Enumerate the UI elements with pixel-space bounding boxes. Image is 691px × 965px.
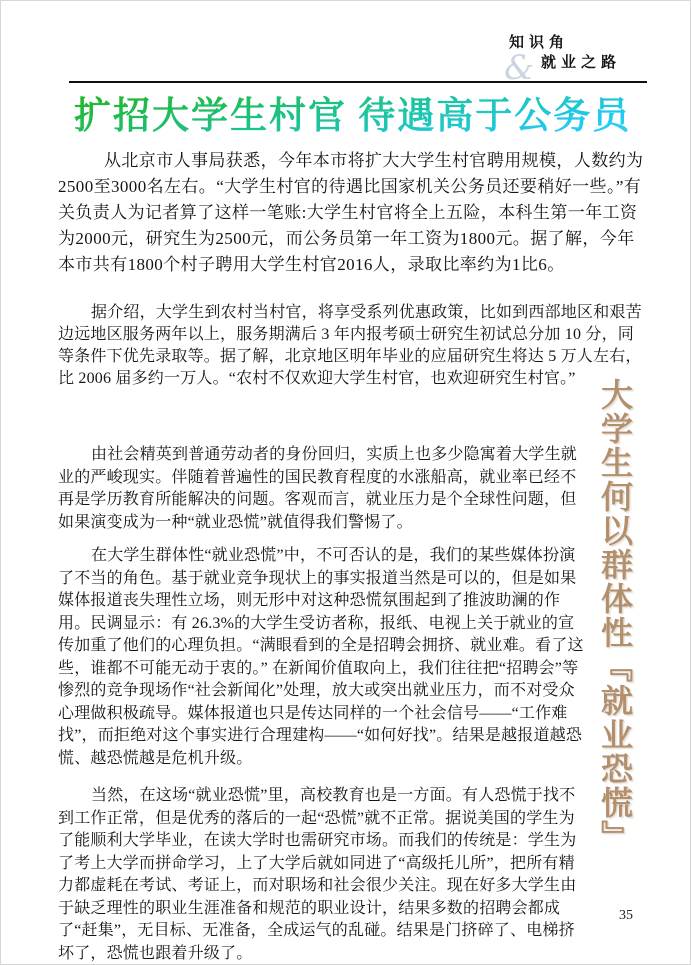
article1-paragraph-1: 从北京市人事局获悉，今年本市将扩大大学生村官聘用规模，人数约为2500至3000名左右。“大学生村官的待遇比国家机关公务员还要稍好一些。”有关负责人为记者算了这样一笔账:大学生村官将全上五险，本科生第一年工资为2000元，研究生为2500元，而公务员第一年工资为1800元。据了解，今年本市共有1800个村子聘用大学生村官2016人，录取比率约为1比6。 [58, 151, 644, 274]
article2-paragraph-3: 当然，在这场“就业恐慌”里，高校教育也是一方面。有人恐慌于找不到工作正常，但是优秀的落后的一起“恐慌”就不正常。据说美国的学生为了能顺利大学毕业，在读大学时也需研究市场。而我们的传统是：学生为了考上大学而拼命学习，上了大学后就如同进了“高级托儿所”，把所有精力都虚耗在考试、考证上，而对职场和社会很少关注。现在好多大学生由于缺乏理性的职业生涯准备和规范的职业设计，结果多数的招聘会都成了“赶集”，无目标、无准备，全成运气的乱碰。结果是门挤碎了、电梯挤坏了，恐慌也跟着升级了。 [58, 787, 577, 962]
article1-paragraph-2: 据介绍，大学生到农村当村官，将享受系列优惠政策，比如到西部地区和艰苦边远地区服务两年以上，服务期满后 3 年内报考硕士研究生初试总分加 10 分，同等条件下优先录取等。据了解，北京地区明年毕业的应届研究生将达 5 万人左右，比 2006 届多约一万人。“农村不仅欢迎大学生村官，也欢迎研究生村官。” [58, 304, 642, 387]
header-section-label: 就业之路 [540, 55, 621, 71]
article2-paragraph-2: 在大学生群体性“就业恐慌”中，不可否认的是，我们的某些媒体扮演了不当的角色。基于就业竞争现状上的事实报道当然是可以的，但是如果媒体报道丧失理性立场，则无形中对这种恐慌氛围起到了推波助澜的作用。民调显示：有 26.3%的大学生受访者称，报纸、电视上关于就业的宣传加重了他们的心理负担。“满眼看到的全是招聘会拥挤、就业难。看了这些，谁都不可能无动于衷的。” 在新闻价值取向上，我们往往把“招聘会”等惨烈的竞争现场作“社会新闻化”处理，放大或突出就业压力，而不对受众心理做积极疏导。媒体报道也只是传达同样的一个社会信号——“工作难找”，而拒绝对这个事实进行合理建构——“如何好找”。结果是越报道越恐慌、越恐慌越是危机升级。 [58, 547, 584, 767]
article-title: 扩招大学生村官 待遇高于公务员 [74, 94, 690, 140]
vertical-article-title: 大学生何以群体性『就业恐慌』 [596, 378, 634, 854]
page-number: 35 [619, 908, 633, 923]
page-header [1, 1, 690, 88]
article2-body [58, 444, 589, 965]
header-topic-label: 知识角 [508, 35, 569, 51]
header-divider [69, 81, 647, 83]
article2-paragraph-1: 由社会精英到普通劳动者的身份回归，实质上也多少隐寓着大学生就业的严峻现实。伴随着普遍性的国民教育程度的水涨船高，就业率已经不再是学历教育所能解决的问题。客观而言，就业压力是个全球性问题，但如果演变成为一种“就业恐慌”就值得我们警惕了。 [58, 446, 578, 531]
ampersand-ornament-icon: & [504, 48, 535, 88]
